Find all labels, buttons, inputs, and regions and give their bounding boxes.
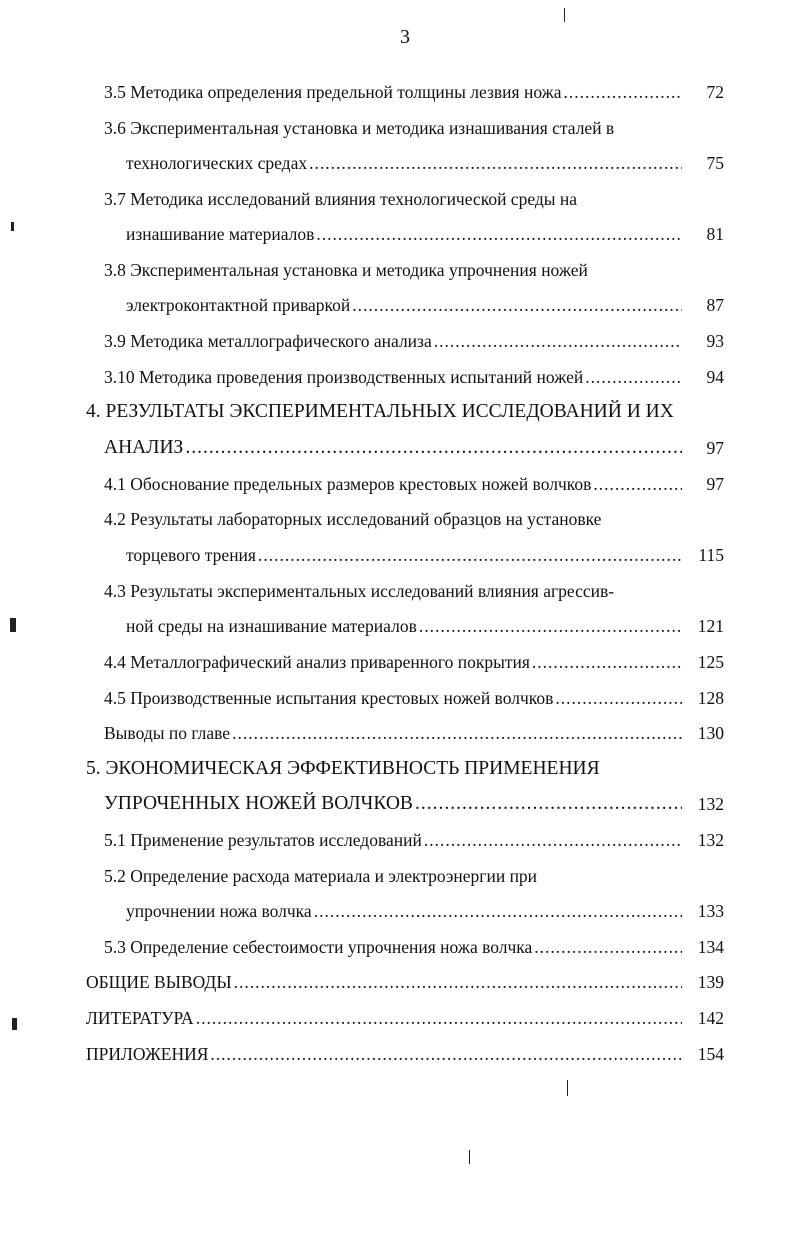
toc-entry-5-2 <box>104 862 704 890</box>
scan-speck <box>567 1080 568 1096</box>
toc-entry-title: 3.8 Экспериментальная установка и методика упрочнения ножей <box>104 260 588 280</box>
toc-entry-page: 94 <box>706 367 724 387</box>
toc-entry-title: ЛИТЕРАТУРА <box>86 1008 194 1028</box>
toc-entry-title: 4.1 Обоснование предельных размеров крестовых ножей волчков <box>104 474 592 494</box>
toc-references <box>86 1004 684 1032</box>
toc-entry-3-6-cont <box>126 149 684 177</box>
toc-appendices <box>86 1040 684 1068</box>
toc-entry-title: АНАЛИЗ <box>104 437 184 458</box>
toc-entry-4-4 <box>104 648 684 676</box>
toc-entry-5-2-cont <box>126 897 684 925</box>
toc-entry-page: 142 <box>697 1008 724 1028</box>
toc-entry-page: 125 <box>697 652 724 672</box>
page-number: 3 <box>400 26 410 48</box>
toc-entry-title: 3.9 Методика металлографического анализа <box>104 331 432 351</box>
scan-speck <box>12 1018 17 1030</box>
toc-entry-title: 3.5 Методика определения предельной толщины лезвия ножа <box>104 82 562 102</box>
toc-entry-title: 5.1 Применение результатов исследований <box>104 830 422 850</box>
toc-entry-title: 4. РЕЗУЛЬТАТЫ ЭКСПЕРИМЕНТАЛЬНЫХ ИССЛЕДОВАНИЙ И ИХ <box>86 401 674 422</box>
toc-entry-title: УПРОЧЕННЫХ НОЖЕЙ ВОЛЧКОВ <box>104 793 413 814</box>
toc-entry-title: 3.10 Методика проведения производственных испытаний ножей <box>104 367 584 387</box>
toc-entry-page: 72 <box>706 82 724 102</box>
toc-general-conclusions <box>86 968 684 996</box>
toc-entry-page: 97 <box>706 474 724 494</box>
toc-entry-title: Выводы по главе <box>104 723 231 743</box>
scan-speck <box>11 222 14 231</box>
toc-entry-3-9 <box>104 327 684 355</box>
toc-entry-title: технологических средах <box>126 153 308 173</box>
toc-entry-title: 3.7 Методика исследований влияния технологической среды на <box>104 189 578 209</box>
toc-entry-3-7-cont <box>126 220 684 248</box>
toc-entry-page: 128 <box>697 688 724 708</box>
toc-entry-conclusions <box>104 719 684 747</box>
toc-chapter-4-cont <box>104 434 684 462</box>
toc-entry-title: изнашивание материалов <box>126 224 315 244</box>
toc-entry-title: 3.6 Экспериментальная установка и методика изнашивания сталей в <box>104 118 615 138</box>
scan-speck <box>564 8 565 22</box>
toc-entry-title: 5.2 Определение расхода материала и электроэнергии при <box>104 866 538 886</box>
toc-entry-3-8-cont <box>126 291 684 319</box>
toc-entry-page: 133 <box>697 901 724 921</box>
scan-speck <box>469 1150 470 1164</box>
scan-speck <box>10 618 16 632</box>
toc-entry-title: 5.3 Определение себестоимости упрочнения ножа волчка <box>104 937 533 957</box>
toc-entry-3-5 <box>104 78 684 106</box>
toc-chapter-5 <box>86 755 706 783</box>
toc-entry-4-2 <box>104 505 704 533</box>
toc-entry-4-5 <box>104 684 684 712</box>
toc-entry-title: 4.5 Производственные испытания крестовых ножей волчков <box>104 688 554 708</box>
toc-entry-page: 134 <box>697 937 724 957</box>
toc-entry-title: 4.4 Металлографический анализ приваренного покрытия <box>104 652 530 672</box>
toc-entry-3-6 <box>104 114 704 142</box>
toc-chapter-5-cont <box>104 790 684 818</box>
toc-entry-title: торцевого трения <box>126 545 256 565</box>
toc-entry-4-3-cont <box>126 612 684 640</box>
toc-entry-title: ОБЩИЕ ВЫВОДЫ <box>86 972 232 992</box>
toc-entry-title: 4.2 Результаты лабораторных исследований образцов на установке <box>104 509 602 529</box>
toc-entry-page: 132 <box>697 830 724 850</box>
toc-entry-5-3 <box>104 933 684 961</box>
toc-entry-title: ПРИЛОЖЕНИЯ <box>86 1044 209 1064</box>
toc-entry-page: 81 <box>706 224 724 244</box>
toc-entry-page: 121 <box>697 616 724 636</box>
toc-entry-title: 4.3 Результаты экспериментальных исследований влияния агрессив- <box>104 581 615 601</box>
toc-entry-3-8 <box>104 256 704 284</box>
toc-entry-page: 87 <box>706 295 724 315</box>
toc-entry-4-2-cont <box>126 541 684 569</box>
toc-entry-4-1 <box>104 470 684 498</box>
toc-entry-4-3 <box>104 577 704 605</box>
toc-entry-title: 5. ЭКОНОМИЧЕСКАЯ ЭФФЕКТИВНОСТЬ ПРИМЕНЕНИЯ <box>86 758 600 779</box>
toc-entry-page: 97 <box>706 438 724 458</box>
toc-entry-page: 132 <box>697 794 724 814</box>
toc-entry-title: электроконтактной приваркой <box>126 295 351 315</box>
toc-entry-page: 75 <box>706 153 724 173</box>
toc-chapter-4 <box>86 398 706 426</box>
toc-entry-page: 154 <box>697 1044 724 1064</box>
toc-entry-page: 130 <box>697 723 724 743</box>
toc-entry-title: упрочнении ножа волчка <box>126 901 312 921</box>
toc-entry-3-7 <box>104 185 704 213</box>
toc-entry-5-1 <box>104 826 684 854</box>
toc-entry-title: ной среды на изнашивание материалов <box>126 616 417 636</box>
toc-entry-page: 115 <box>698 545 724 565</box>
toc-entry-page: 93 <box>706 331 724 351</box>
toc-entry-3-10 <box>104 363 684 391</box>
toc-entry-page: 139 <box>697 972 724 992</box>
